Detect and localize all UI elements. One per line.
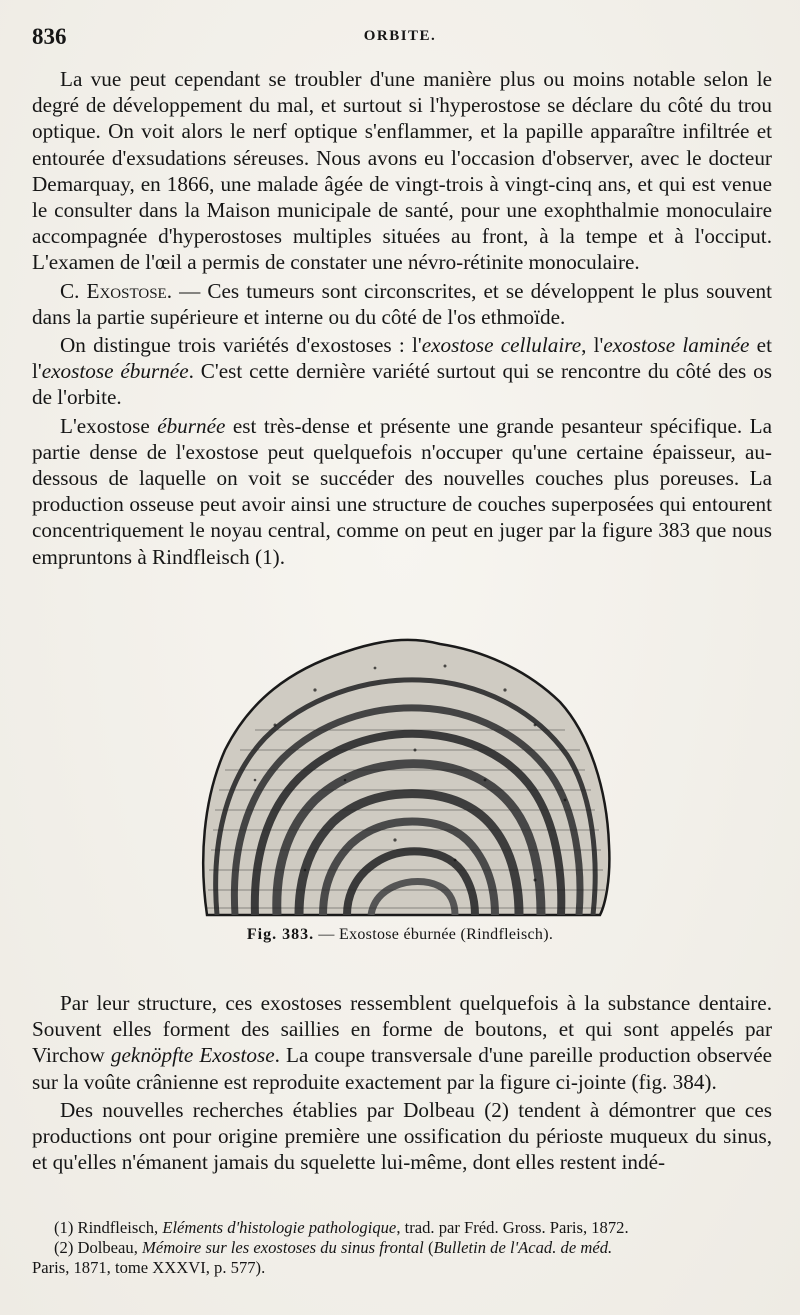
eburnee-text-2: est très-dense et présente une grande pesanteur spécifique. La partie dense de l'exostose peut quelquefois n'occuper qu'une certaine épaisseur, au-dessous de laquelle on voit se succéder des nouvelles couches plus poreuses. La production osseuse peut avoir ainsi une structure de couches superposées qui entourent concentriquement le noyau central, comme on peut en juger par la figure 383 que nous empruntons à Rindfleisch (1).: [32, 413, 772, 569]
section-label-exostose: C. Exostose.: [60, 278, 173, 303]
varieties-text-4: . C'est cette dernière variété surtout qui se rencontre du côté des os de l'orbite.: [32, 359, 772, 410]
footnote-1-title: Eléments d'histologie pathologique: [162, 1218, 397, 1237]
footnote-2-paren: (: [423, 1238, 434, 1257]
paragraph-structure: [32, 990, 772, 1095]
section-title: ORBITE.: [363, 28, 437, 44]
footnote-2-continuation: Paris, 1871, tome XXXVI, p. 577).: [32, 1258, 266, 1277]
footnote-1-author: (1) Rindfleisch,: [54, 1218, 163, 1237]
footnote-2-title: Mémoire sur les exostoses du sinus frontal: [142, 1238, 424, 1257]
body-text-top: [32, 66, 772, 572]
paragraph-varieties: [32, 332, 772, 411]
figure-383-engraving: [195, 630, 615, 920]
footnote-2: [32, 1238, 772, 1258]
footnote-2-journal: Bulletin de l'Acad. de méd.: [433, 1238, 613, 1257]
page-number: 836: [32, 24, 67, 49]
running-head: [32, 22, 768, 52]
structure-emphasis: geknöpfte Exostose: [110, 1043, 275, 1068]
paragraph-vue: La vue peut cependant se troubler d'une manière plus ou moins notable selon le degré de développement du mal, et surtout si l'hyperostose se déclare du côté du trou optique. On voit alors le nerf optique s'enflammer, et la papille apparaître infiltrée et entourée d'exsudations séreuses. Nous avons eu l'occasion d'observer, avec le docteur Demarquay, en 1866, une malade âgée de vingt-trois à vingt-cinq ans, et qui est venue le consulter dans la Maison municipale de santé, pour une exophthalmie monoculaire accompagnée d'hyperostoses multiples situées au front, à la tempe et à l'occiput. L'examen de l'œil a permis de constater une névro-rétinite monoculaire.: [32, 67, 772, 275]
variety-laminee: exostose laminée: [603, 333, 750, 358]
varieties-text-3: et l': [32, 333, 772, 384]
footnote-2-author: (2) Dolbeau,: [54, 1238, 143, 1257]
figure-caption: [0, 926, 800, 944]
footnotes: [32, 1218, 772, 1278]
paragraph-exostose: [32, 278, 772, 330]
paragraph-eburnee: [32, 413, 772, 570]
eburnee-text-1: L'exostose: [60, 413, 158, 438]
figure-caption-text: — Exostose éburnée (Rindfleisch).: [314, 926, 554, 943]
body-text-bottom: [32, 990, 772, 1177]
exostose-text: — Ces tumeurs sont circonscrites, et se développent le plus souvent dans la partie supérieure et interne ou du côté de l'os ethmoïde.: [32, 278, 773, 329]
varieties-text-2: , l': [581, 333, 604, 358]
figure-label: Fig. 383.: [246, 926, 315, 943]
structure-text-1: Par leur structure, ces exostoses ressemblent quelquefois à la substance dentaire. Souvent elles forment des saillies en forme de boutons, et qui sont appelés par Virchow: [32, 991, 772, 1068]
eburnee-emphasis: éburnée: [157, 413, 226, 438]
footnote-1-rest: , trad. par Fréd. Gross. Paris, 1872.: [396, 1218, 629, 1237]
footnote-1: [32, 1218, 772, 1238]
variety-eburnee: exostose éburnée: [41, 359, 189, 384]
varieties-text-1: On distingue trois variétés d'exostoses : l': [60, 333, 422, 358]
variety-cellulaire: exostose cellulaire: [421, 333, 582, 358]
structure-text-2: . La coupe transversale d'une pareille production observée sur la voûte crânienne est reproduite exactement par la figure ci-jointe (fig. 384).: [32, 1043, 772, 1094]
paragraph-recherches: Des nouvelles recherches établies par Dolbeau (2) tendent à démontrer que ces productions ont pour origine première une ossification du périoste muqueux du sinus, et qu'elles n'émanent jamais du squelette lui-même, dont elles restent indé-: [32, 1097, 772, 1175]
